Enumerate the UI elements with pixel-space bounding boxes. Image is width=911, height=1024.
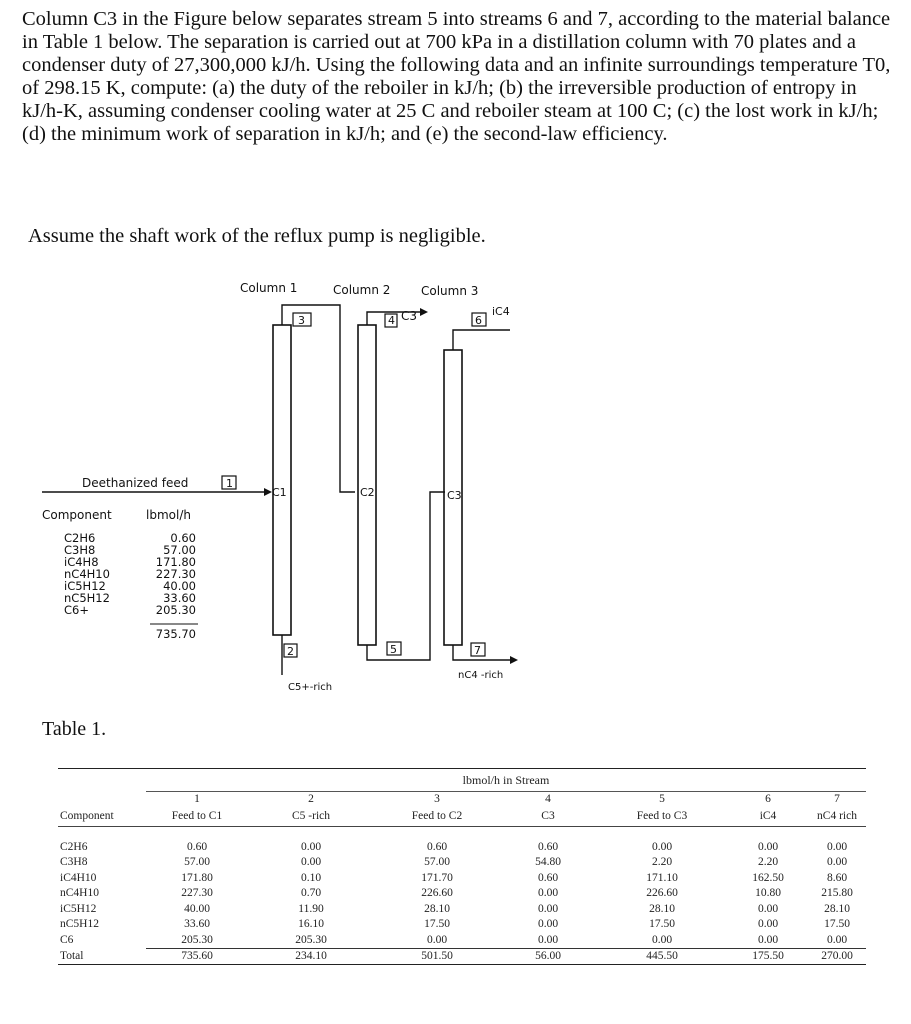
stream-number: 2 bbox=[308, 793, 314, 805]
stream-number: 4 bbox=[545, 793, 551, 805]
stream-2-number: 2 bbox=[287, 645, 294, 658]
column-2-title: Column 2 bbox=[333, 283, 391, 297]
cell-value: 0.00 bbox=[500, 932, 596, 948]
row-component: C2H6 bbox=[60, 840, 88, 853]
total-value: 445.50 bbox=[646, 950, 678, 963]
cell-value: 28.10 bbox=[424, 902, 450, 915]
cell-value: 226.60 bbox=[421, 887, 453, 900]
cell-value: 2.20 bbox=[757, 856, 779, 869]
feed-flow: 40.00 bbox=[163, 579, 196, 593]
cell-value: 0.00 bbox=[757, 902, 779, 915]
cell-value: 205.30 bbox=[248, 932, 374, 948]
stream-6-line bbox=[453, 330, 510, 350]
cell-value: 0.00 bbox=[537, 902, 559, 915]
table-row bbox=[58, 886, 866, 902]
cell-value: 171.80 bbox=[181, 871, 213, 884]
assumption-note: Assume the shaft work of the reflux pump is negligible. bbox=[28, 225, 486, 247]
total-value: 56.00 bbox=[535, 950, 561, 963]
column-2-tag: C2 bbox=[360, 486, 375, 499]
total-label: Total bbox=[60, 950, 84, 962]
c1-bottom-product: C5+-rich bbox=[288, 682, 333, 693]
column-3-tag: C3 bbox=[447, 489, 462, 502]
row-component: nC4H10 bbox=[60, 887, 99, 900]
cell-value: 28.10 bbox=[649, 902, 675, 915]
cell-value: 0.00 bbox=[826, 856, 848, 869]
stream-1-number: 1 bbox=[226, 477, 233, 490]
column-1-tag: C1 bbox=[272, 486, 287, 499]
cell-value: 28.10 bbox=[824, 902, 850, 915]
feed-component: C6+ bbox=[64, 603, 89, 617]
feed-component: nC4H10 bbox=[64, 567, 110, 581]
stream-number: 1 bbox=[194, 793, 200, 805]
table-row bbox=[58, 870, 866, 886]
feed-component: iC5H12 bbox=[64, 579, 106, 593]
cell-value: 17.50 bbox=[649, 918, 675, 931]
cell-value: 0.60 bbox=[537, 871, 559, 884]
cell-value: 0.00 bbox=[728, 932, 808, 948]
stream-7-arrow bbox=[510, 656, 518, 664]
cell-value: 0.00 bbox=[808, 932, 866, 948]
cell-value: 0.60 bbox=[426, 840, 448, 853]
total-value: 270.00 bbox=[821, 950, 853, 963]
cell-value: 17.50 bbox=[824, 918, 850, 931]
stream-label: iC4 bbox=[728, 806, 808, 827]
c3-top-product: iC4 bbox=[492, 305, 510, 318]
feed-table-component-header: Component bbox=[42, 508, 112, 522]
stream-label: C5 -rich bbox=[248, 806, 374, 827]
cell-value: 54.80 bbox=[535, 856, 561, 869]
column-3-title: Column 3 bbox=[421, 284, 479, 298]
total-value: 501.50 bbox=[421, 950, 453, 963]
stream-5-number: 5 bbox=[390, 643, 397, 656]
table-caption: Table 1. bbox=[42, 718, 107, 740]
cell-value: 0.00 bbox=[826, 840, 848, 853]
cell-value: 57.00 bbox=[184, 856, 210, 869]
cell-value: 226.60 bbox=[646, 887, 678, 900]
stream-number: 6 bbox=[765, 793, 771, 805]
cell-value: 33.60 bbox=[184, 918, 210, 931]
cell-value: 0.00 bbox=[757, 918, 779, 931]
total-value: 175.50 bbox=[752, 950, 784, 963]
cell-value: 162.50 bbox=[752, 871, 784, 884]
feed-component: C2H6 bbox=[64, 531, 96, 545]
process-flow-diagram bbox=[0, 270, 911, 710]
stream-3-line bbox=[282, 305, 355, 492]
stream-6-number: 6 bbox=[475, 314, 482, 327]
stream-label: nC4 rich bbox=[808, 806, 866, 827]
feed-table-components bbox=[64, 531, 110, 617]
column-2-vessel bbox=[358, 325, 376, 645]
cell-value: 0.60 bbox=[186, 840, 208, 853]
cell-value: 0.00 bbox=[537, 887, 559, 900]
stream-label: Feed to C3 bbox=[596, 806, 728, 827]
table-row bbox=[58, 839, 866, 855]
material-balance-table bbox=[58, 768, 866, 965]
table-row bbox=[58, 917, 866, 933]
feed-component: C3H8 bbox=[64, 543, 96, 557]
row-component: iC5H12 bbox=[60, 902, 97, 915]
feed-flow: 171.80 bbox=[155, 555, 196, 569]
cell-value: 0.00 bbox=[757, 840, 779, 853]
table-row bbox=[58, 932, 866, 948]
component-header: Component bbox=[58, 806, 146, 827]
problem-statement: Column C3 in the Figure below separates stream 5 into streams 6 and 7, according to the material balance in Table 1 below. The separation is carried out at 700 kPa in a distillation column with 70 plates and a condenser duty of 27,300,000 kJ/h. Using the following data and an infinite surroundings temperature T0, of 298.15 K, compute: (a) the duty of the reboiler in kJ/h; (b) the irreversible production of entropy in kJ/h-K, assuming condenser cooling water at 25 C and reboiler steam at 100 C; (c) the lost work in kJ/h; (d) the minimum work of separation in kJ/h; and (e) the second-law efficiency. bbox=[22, 8, 891, 145]
feed-flow: 57.00 bbox=[163, 543, 196, 557]
stream-4-number: 4 bbox=[388, 314, 395, 327]
row-component: C6 bbox=[60, 934, 74, 946]
stream-4-arrow bbox=[420, 308, 428, 316]
cell-value: 40.00 bbox=[184, 902, 210, 915]
feed-flow: 0.60 bbox=[170, 531, 196, 545]
cell-value: 0.00 bbox=[374, 932, 500, 948]
table-row bbox=[58, 901, 866, 917]
feed-flow: 227.30 bbox=[155, 567, 196, 581]
cell-value: 16.10 bbox=[298, 918, 324, 931]
cell-value: 17.50 bbox=[424, 918, 450, 931]
total-row bbox=[58, 948, 866, 965]
cell-value: 8.60 bbox=[826, 871, 848, 884]
stream-label: C3 bbox=[500, 806, 596, 827]
total-value: 735.60 bbox=[181, 950, 213, 963]
row-component: nC5H12 bbox=[60, 918, 99, 931]
cell-value: 0.00 bbox=[300, 840, 322, 853]
column-1-title: Column 1 bbox=[240, 281, 298, 295]
feed-table-flow-header: lbmol/h bbox=[146, 508, 191, 522]
c3-bottom-product: nC4 -rich bbox=[458, 670, 504, 681]
cell-value: 0.10 bbox=[300, 871, 322, 884]
cell-value: 57.00 bbox=[424, 856, 450, 869]
cell-value: 0.60 bbox=[537, 840, 559, 853]
feed-total: 735.70 bbox=[155, 627, 196, 641]
cell-value: 227.30 bbox=[181, 887, 213, 900]
column-1-vessel bbox=[273, 325, 291, 635]
cell-value: 171.70 bbox=[421, 871, 453, 884]
cell-value: 215.80 bbox=[821, 887, 853, 900]
cell-value: 0.00 bbox=[537, 918, 559, 931]
stream-label: Feed to C2 bbox=[374, 806, 500, 827]
cell-value: 205.30 bbox=[146, 932, 248, 948]
cell-value: 0.00 bbox=[651, 840, 673, 853]
stream-group-header: lbmol/h in Stream bbox=[146, 769, 866, 792]
cell-value: 171.10 bbox=[646, 871, 678, 884]
feed-flow: 205.30 bbox=[155, 603, 196, 617]
stream-7-line bbox=[453, 645, 510, 660]
cell-value: 2.20 bbox=[651, 856, 673, 869]
cell-value: 0.70 bbox=[300, 887, 322, 900]
stream-number: 5 bbox=[659, 793, 665, 805]
cell-value: 0.00 bbox=[300, 856, 322, 869]
cell-value: 10.80 bbox=[755, 887, 781, 900]
row-component: C3H8 bbox=[60, 856, 88, 869]
stream-3-number: 3 bbox=[298, 314, 305, 327]
table-row bbox=[58, 855, 866, 871]
c2-top-product: C3 bbox=[401, 309, 418, 323]
cell-value: 0.00 bbox=[596, 932, 728, 948]
stream-label: Feed to C1 bbox=[146, 806, 248, 827]
cell-value: 11.90 bbox=[298, 902, 324, 915]
feed-component: nC5H12 bbox=[64, 591, 110, 605]
stream-5-line bbox=[367, 492, 445, 660]
stream-1-arrow bbox=[264, 488, 272, 496]
feed-component: iC4H8 bbox=[64, 555, 99, 569]
row-component: iC4H10 bbox=[60, 871, 97, 884]
feed-flow: 33.60 bbox=[163, 591, 196, 605]
stream-number: 3 bbox=[434, 793, 440, 805]
feed-label: Deethanized feed bbox=[82, 476, 189, 490]
stream-number: 7 bbox=[834, 793, 840, 805]
total-value: 234.10 bbox=[295, 950, 327, 963]
stream-7-number: 7 bbox=[474, 644, 481, 657]
